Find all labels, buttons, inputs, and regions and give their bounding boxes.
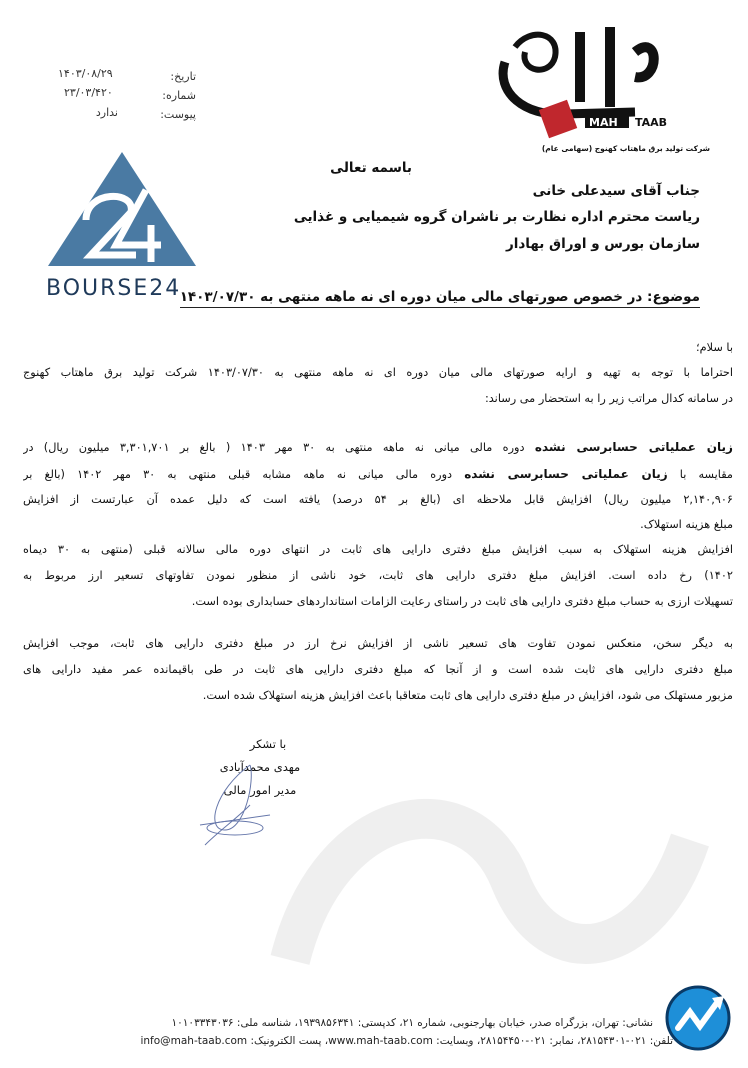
body-line: افزایش هزینه استهلاک به سبب افزایش مبلغ دفتری دارایی های ثابت در انتهای دوره مالی سالانه قبلی (منتهی به ۳۰ دیماه [23, 543, 733, 556]
body-line: مبلغ هزینه استهلاک. [640, 518, 733, 531]
body-line: ۱۴۰۲) رخ داده است. افزایش مبلغ دفتری دارایی های ثابت، خود ناشی از منظور نمودن تفاوتهای تسعیر ارز مربوط به [23, 569, 733, 582]
svg-text:TAAB: TAAB [635, 116, 668, 129]
body-text: دوره مالی میانی نه ماهه منتهی به ۳۰ مهر ۱۴۰۳ ( بالغ بر ۳,۳۰۱,۷۰۱ میلیون ریال) در [23, 441, 535, 454]
attachment-value: ندارد [95, 106, 118, 119]
signatory-name: مهدی محمدآبادی [219, 760, 301, 774]
addressee-name: جناب آقای سیدعلی خانی [532, 183, 700, 199]
addressee-position: ریاست محترم اداره نظارت بر ناشران گروه شیمیایی و غذایی [293, 209, 700, 225]
body-line: تسهیلات ارزی به حساب مبلغ دفتری دارایی های ثابت در راستای رعایت الزامات استانداردهای حسابداری بوده است. [191, 595, 733, 608]
bold-phrase: زیان عملیاتی حسابرسی نشده [464, 467, 668, 481]
date-value: ۱۴۰۳/۰۸/۲۹ [58, 67, 113, 80]
body-line: مبلغ دفتری دارایی های ثابت شده است و از آنجا که مبلغ دفتری دارایی های ثابت در طی باقیمانده عمر مفید دارایی های [23, 663, 733, 676]
body-line: در سامانه کدال مراتب زیر را به استحضار می رساند: [484, 392, 733, 405]
body-line [23, 465, 733, 484]
company-tagline: شرکت تولید برق ماهتاب کهنوج (سهامی عام) [541, 144, 710, 153]
body-line: ۲,۱۴۰,۹۰۶ میلیون ریال) افزایش قابل ملاحظه ای (بالغ بر ۵۴ درصد) یافته است که دلیل عمده آن عبارتست از افزایش [23, 493, 733, 506]
company-logo [485, 22, 710, 167]
body-text: مقایسه با [667, 468, 733, 481]
watermark-logo [250, 760, 730, 1020]
number-value: ۲۳/۰۳/۴۲۰ [64, 86, 113, 99]
bold-phrase: زیان عملیاتی حسابرسی نشده [534, 440, 733, 454]
signatory-title: مدیر امور مالی [223, 783, 297, 797]
body-line: به دیگر سخن، منعکس نمودن تفاوت های تسعیر ناشی از افزایش نرخ ارز در مبلغ دفتری دارایی های ثابت، موجب افزایش [23, 637, 733, 650]
footer-contact: تلفن: ۰۲۱-۲۸۱۵۴۳۰۱، نمابر: ۰۲۱-۲۸۱۵۴۴۵۰، وبسایت: www.mah-taab.com، پست الکترونیک: info@mah-taab.com [140, 1035, 673, 1047]
invocation: باسمه تعالی [330, 160, 412, 176]
attachment-label: پیوست: [160, 108, 196, 121]
bourse24-wordmark: BOURSE24 [46, 276, 182, 301]
number-label: شماره: [162, 89, 196, 102]
subject: موضوع: در خصوص صورتهای مالی میان دوره ای نه ماهه منتهی به ۱۴۰۳/۰۷/۳۰ [180, 289, 700, 308]
body-line [23, 438, 733, 457]
footer-address: نشانی: تهران، بزرگراه صدر، خیابان بهارجنوبی، شماره ۲۱، کدپستی: ۱۹۳۹۸۵۶۳۴۱، شناسه ملی: ۱۰۱۰۳۳۴۳۰۳۶ [171, 1017, 653, 1029]
greeting: با سلام؛ [696, 341, 733, 354]
bourse24-logo [46, 150, 198, 300]
handwritten-signature [195, 760, 275, 850]
addressee-organization: سازمان بورس و اوراق بهادار [505, 236, 700, 252]
date-label: تاریخ: [170, 70, 196, 83]
svg-text:MAH: MAH [589, 116, 618, 129]
closing: با تشکر [249, 737, 287, 751]
body-line: مزبور مستهلک می شود، افزایش در مبلغ دفتری دارایی های ثابت متعاقبا باعث افزایش هزینه استهلاک شده است. [202, 689, 733, 702]
body-line: احتراما با توجه به تهیه و ارایه صورتهای مالی میان دوره ای نه ماهه منتهی به ۱۴۰۳/۰۷/۳۰ شرکت تولید برق ماهتاب کهنوج [23, 366, 733, 379]
bourse24-badge-icon [664, 984, 732, 1052]
body-text: دوره مالی میانی نه ماهه مشابه قبلی منتهی به ۳۰ مهر ۱۴۰۲ (بالغ بر [23, 468, 465, 481]
